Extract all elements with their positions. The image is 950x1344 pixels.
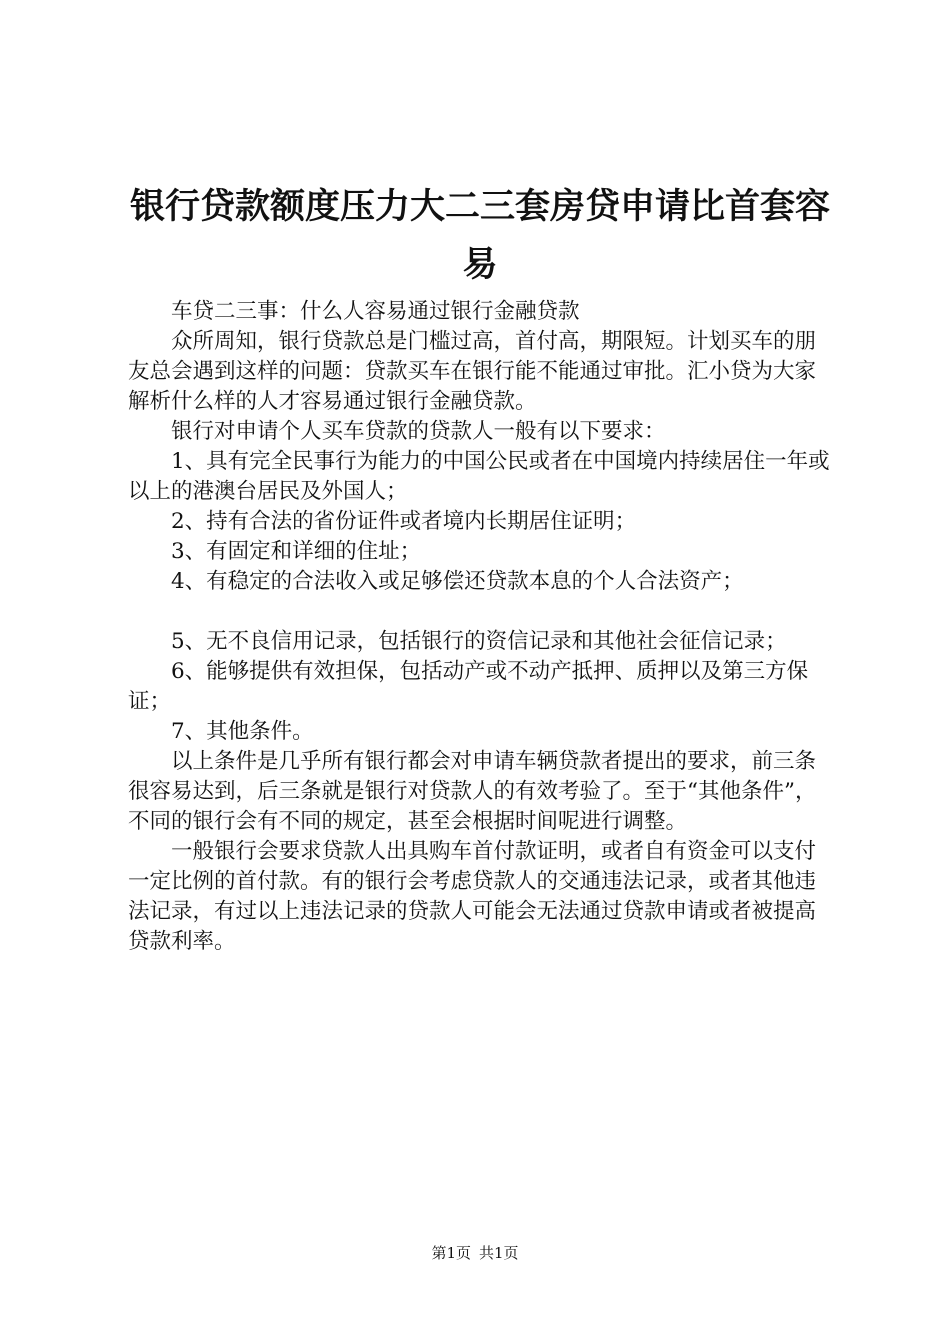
- paragraph-down-payment: 一般银行会要求贷款人出具购车首付款证明，或者自有资金可以支付一定比例的首付款。有的银行会考虑贷款人的交通违法记录，或者其他违法记录，有过以上违法记录的贷款人可能会无法通过贷款申请或者被提高贷款利率。: [128, 839, 817, 954]
- list-item-requirement-6: 6、能够提供有效担保，包括动产或不动产抵押、质押以及第三方保证；: [128, 659, 809, 714]
- list-item-requirement-7: 7、其他条件。: [171, 719, 314, 744]
- paragraph-requirements-lead: 银行对申请个人买车贷款的贷款人一般有以下要求：: [171, 419, 666, 444]
- page-number: 第1页: [431, 1244, 471, 1262]
- document-body: [128, 297, 835, 957]
- document-title: 银行贷款额度压力大二三套房贷申请比首套容易: [129, 186, 830, 285]
- list-item-requirement-1: 1、具有完全民事行为能力的中国公民或者在中国境内持续居住一年或以上的港澳台居民及外国人；: [128, 449, 830, 504]
- list-item-requirement-4: 4、有稳定的合法收入或足够偿还贷款本息的个人合法资产；: [171, 569, 744, 594]
- list-item-requirement-3: 3、有固定和详细的住址；: [171, 539, 422, 564]
- list-item-requirement-2: 2、持有合法的省份证件或者境内长期居住证明；: [171, 509, 637, 534]
- paragraph-intro: 众所周知，银行贷款总是门槛过高，首付高，期限短。计划买车的朋友总会遇到这样的问题：贷款买车在银行能不能通过审批。汇小贷为大家解析什么样的人才容易通过银行金融贷款。: [128, 329, 817, 414]
- paragraph-subtitle: 车贷二三事：什么人容易通过银行金融贷款: [171, 299, 580, 324]
- page-total: 共1页: [479, 1244, 519, 1262]
- paragraph-conditions-summary: 以上条件是几乎所有银行都会对申请车辆贷款者提出的要求，前三条很容易达到，后三条就是银行对贷款人的有效考验了。至于“其他条件”，不同的银行会有不同的规定，甚至会根据时间呢进行调整。: [128, 749, 817, 834]
- page-footer: [0, 1243, 950, 1263]
- list-item-requirement-5: 5、无不良信用记录，包括银行的资信记录和其他社会征信记录；: [171, 629, 787, 654]
